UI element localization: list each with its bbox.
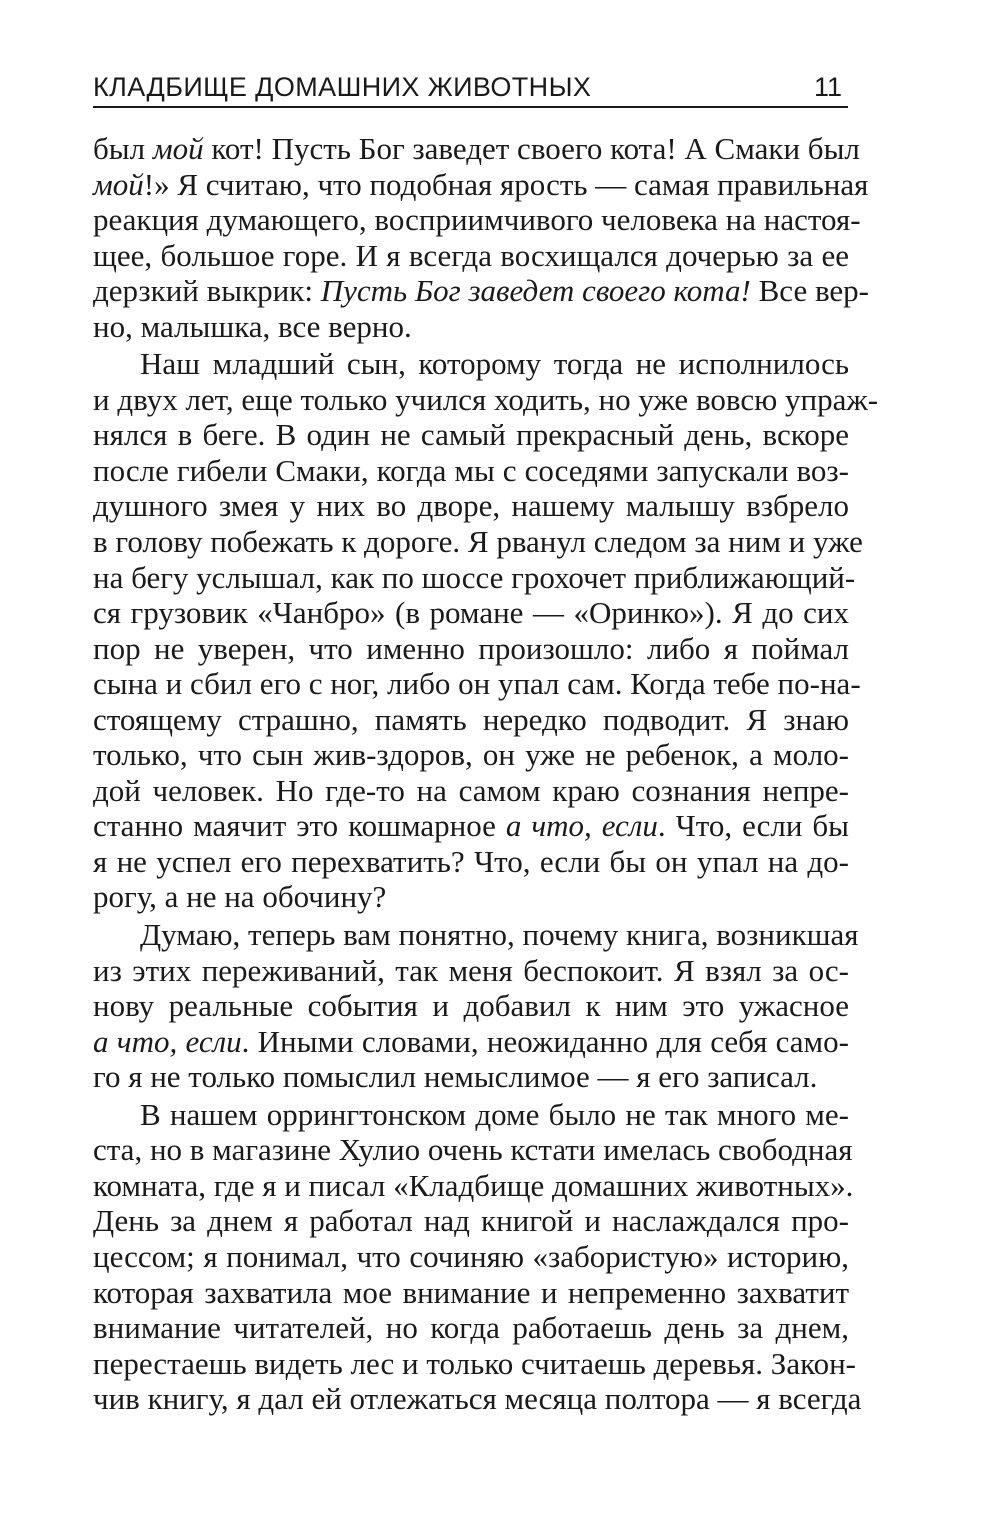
text-run: стоящему страшно, память нередко подводит. Я знаю [93, 701, 849, 737]
text-run: на бегу услышал, как по шоссе грохочет приближающий- [93, 559, 856, 595]
text-line [93, 346, 849, 382]
text-line [93, 381, 879, 418]
text-run: реакция думающего, восприимчивого человека на настоя- [93, 202, 861, 238]
text-run: кот! Пусть Бог заведет своего кота! А Смаки был [203, 131, 860, 166]
text-line [93, 1345, 856, 1382]
text-line [93, 1310, 849, 1346]
page-number: 11 [813, 72, 842, 102]
text-run: ся грузовик «Чанбро» (в романе — «Оринко»). Я до сих [93, 595, 849, 631]
text-line [93, 737, 849, 773]
text-line [93, 844, 849, 880]
text-run: ста, но в магазине Хулио очень кстати имелась свободная [93, 1132, 853, 1168]
text-run: Все вер- [750, 273, 869, 309]
text-line [93, 917, 859, 953]
body-text [93, 131, 879, 1417]
italic-text: мой [152, 131, 204, 166]
italic-text: Пусть Бог заведет своего кота! [320, 273, 751, 309]
text-line [93, 559, 856, 596]
text-run: Наш младший сын, которому тогда не исполнилось [140, 346, 849, 382]
text-line [93, 666, 861, 702]
text-run: нову реальные события и добавил к ним это ужасное [93, 988, 849, 1024]
text-run: щее, большое горе. И я всегда восхищался дочерью за ее [93, 237, 849, 273]
text-line [93, 1239, 849, 1275]
text-run: станно маячит это кошмарное [93, 808, 506, 844]
italic-text: мой [93, 166, 144, 202]
text-line [93, 1203, 849, 1239]
text-line [93, 988, 849, 1024]
text-run: которая захватила мое внимание и непременно захватит [93, 1274, 849, 1310]
text-run: го я не только помыслил немыслимое — я его записал. [93, 1059, 818, 1095]
text-line [93, 202, 861, 238]
text-run: комната, где я и писал «Кладбище домашних животных». [93, 1167, 854, 1203]
text-line [93, 131, 860, 167]
text-run: в голову побежать к дороге. Я рванул следом за ним и уже [93, 524, 863, 560]
text-line [93, 1132, 853, 1168]
paragraph [93, 131, 869, 344]
text-run: из этих переживаний, так меня беспокоит. Я взял за ос- [93, 952, 849, 988]
text-run: дерзкий выкрик: [93, 273, 321, 309]
text-run: День за днем я работал над книгой и наслаждался про- [93, 1203, 849, 1239]
text-run: я не успел его перехватить? Что, если бы он упал на до- [93, 843, 849, 879]
text-line [93, 1059, 849, 1095]
text-run: рогу, а не на обочину? [93, 879, 387, 915]
italic-text: а что, если [505, 808, 658, 844]
text-run: сына и сбил его с ног, либо он упал сам. Когда тебе по-на- [93, 666, 861, 702]
text-line [93, 631, 849, 667]
text-line [93, 524, 863, 560]
text-line [93, 166, 869, 203]
text-run: . Что, если бы [657, 808, 849, 844]
header-rule [93, 106, 848, 108]
paragraph [93, 917, 859, 1095]
text-line [93, 273, 869, 309]
text-line [93, 808, 849, 844]
text-run: после гибели Смаки, когда мы с соседями запускали воз- [93, 452, 849, 488]
text-run: !» Я считаю, что подобная ярость — самая правильная [143, 166, 869, 202]
text-run: В нашем оррингтонском доме было не так много ме- [140, 1096, 849, 1132]
text-line [93, 1275, 849, 1311]
italic-text: а что, если [93, 1023, 242, 1059]
text-line [93, 773, 849, 809]
text-line [93, 1381, 862, 1417]
text-run: пор не уверен, что именно произошло: либо я поймал [93, 630, 849, 666]
text-run: внимание читателей, но когда работаешь день за днем, [93, 1310, 849, 1346]
running-head [93, 66, 848, 106]
text-run: был [93, 131, 153, 166]
text-line [93, 1167, 854, 1204]
text-run: только, что сын жив-здоров, он уже не ребенок, а моло- [93, 737, 849, 773]
text-line [93, 879, 849, 915]
text-run: цессом; я понимал, что сочиняю «забористую» историю, [93, 1238, 849, 1274]
text-run: . Иными словами, неожиданно для себя само- [241, 1023, 849, 1059]
text-run: чив книгу, я дал ей отлежаться месяца полтора — я всегда [93, 1381, 862, 1417]
text-run: Думаю, теперь вам понятно, почему книга, возникшая [140, 917, 859, 953]
paragraph [93, 1096, 862, 1417]
text-run: душного змея у них во дворе, нашему малышу взбрело [93, 488, 849, 524]
text-run: но, малышка, все верно. [93, 308, 412, 344]
paragraph [93, 346, 879, 915]
text-line [93, 595, 849, 631]
text-run: нялся в беге. В один не самый прекрасный день, вскоре [93, 417, 849, 453]
text-line [93, 1024, 849, 1060]
text-line [93, 238, 849, 274]
text-line [93, 309, 849, 345]
text-run: дой человек. Но где-то на самом краю сознания непре- [93, 772, 849, 808]
text-line [93, 453, 849, 489]
text-line [93, 702, 849, 738]
text-line [93, 1097, 849, 1133]
text-line [93, 953, 849, 989]
running-title: КЛАДБИЩЕ ДОМАШНИХ ЖИВОТНЫХ [93, 72, 592, 102]
text-run: перестаешь видеть лес и только считаешь деревья. Закон- [93, 1345, 856, 1381]
text-line [93, 417, 849, 453]
text-run: и двух лет, еще только учился ходить, но уже вовсю упраж- [93, 381, 879, 417]
text-line [93, 488, 849, 524]
